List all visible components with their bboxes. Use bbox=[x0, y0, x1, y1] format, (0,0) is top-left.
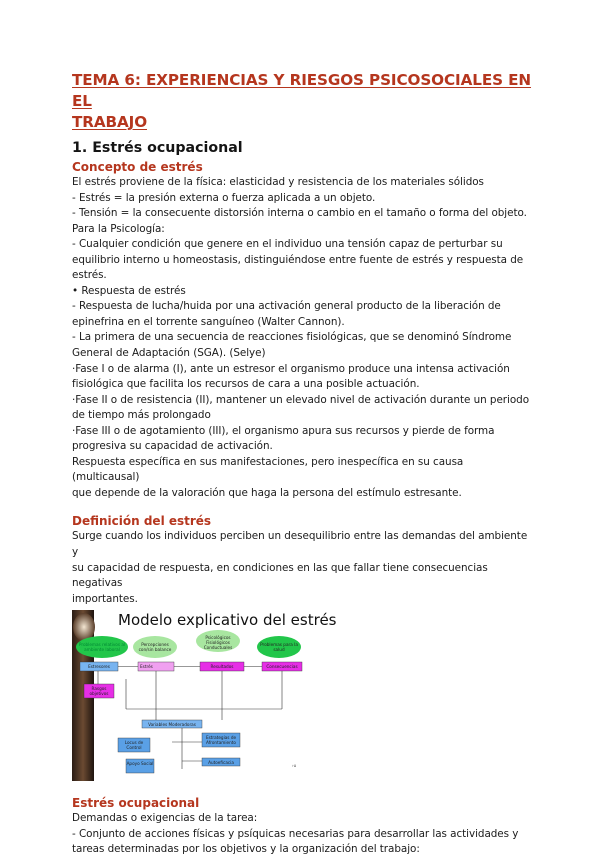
ocupacional-heading: Estrés ocupacional bbox=[72, 796, 200, 811]
diagram-title: Modelo explicativo del estrés bbox=[118, 611, 337, 630]
paragraph-line: - La primera de una secuencia de reacciones fisiológicas, que se denominó Síndrome bbox=[72, 331, 512, 344]
svg-text:›u: ›u bbox=[292, 763, 297, 769]
label-oval3: Psicológicos Fisiológicos Conductuales bbox=[203, 635, 233, 651]
paragraph-line: de tiempo más prolongado bbox=[72, 409, 211, 422]
label-apoyo: Apoyo Social bbox=[126, 761, 154, 767]
label-oval1: Problemas relativos al ambiente laboral bbox=[78, 642, 126, 653]
paragraph-line: - Cualquier condición que genere en el individuo una tensión capaz de perturbar su bbox=[72, 238, 503, 251]
paragraph-line: Respuesta específica en sus manifestaciones, pero inespecífica en su causa (multicausal) bbox=[72, 455, 464, 484]
stress-model-diagram bbox=[72, 609, 337, 781]
label-rasgos: Rasgos objetivos bbox=[89, 686, 109, 697]
paragraph-line: equilibrio interno u homeostasis, distinguiéndose entre fuente de estrés y respuesta de bbox=[72, 253, 524, 266]
label-variables: Variables Moderadoras bbox=[148, 722, 196, 728]
concepto-body bbox=[72, 175, 532, 501]
definicion-heading: Definición del estrés bbox=[72, 514, 212, 529]
label-estresores: Estresores bbox=[88, 664, 110, 670]
paragraph-line: - Respuesta de lucha/huida por una activación general producto de la liberación de bbox=[72, 300, 501, 313]
definicion-body bbox=[72, 529, 532, 607]
label-oval2: Percepciones con/sin balance bbox=[138, 642, 172, 653]
section-heading: 1. Estrés ocupacional bbox=[72, 140, 243, 156]
label-oval4: Problemas para la salud bbox=[260, 642, 298, 653]
label-resultados: Resultados bbox=[210, 664, 234, 670]
paragraph-line: epinefrina en el torrente sanguíneo (Walter Cannon). bbox=[72, 315, 345, 328]
concepto-heading: Concepto de estrés bbox=[72, 160, 203, 174]
document-page bbox=[72, 70, 532, 858]
paragraph-line: fisiológica que facilita los recursos de cara a una posible actuación. bbox=[72, 378, 420, 391]
paragraph-line: estrés. bbox=[72, 269, 107, 282]
paragraph-line: - Tensión = la consecuente distorsión interna o cambio en el tamaño o forma del objeto. bbox=[72, 207, 527, 220]
paragraph-line: General de Adaptación (SGA). (Selye) bbox=[72, 347, 266, 360]
paragraph-line: Demandas o exigencias de la tarea: bbox=[72, 812, 258, 825]
label-consecuencias: Consecuencias bbox=[266, 664, 298, 670]
label-estres: Estrés bbox=[140, 664, 153, 670]
title-line-2: TRABAJO bbox=[72, 113, 148, 131]
label-estrategias: Estrategias de Afrontamiento bbox=[205, 735, 237, 746]
paragraph-line: El estrés proviene de la física: elasticidad y resistencia de los materiales sólidos bbox=[72, 176, 484, 188]
paragraph-line: Surge cuando los individuos perciben un desequilibrio entre las demandas del ambiente y bbox=[72, 530, 528, 559]
paragraph-line: - Conjunto de acciones físicas y psíquicas necesarias para desarrollar las actividades y bbox=[72, 827, 519, 840]
paragraph-line: progresiva su capacidad de activación. bbox=[72, 440, 273, 453]
paragraph-line: que depende de la valoración que haga la persona del estímulo estresante. bbox=[72, 486, 462, 499]
paragraph-line: su capacidad de respuesta, en condiciones en las que fallar tiene consecuencias negativas bbox=[72, 561, 488, 590]
paragraph-line: tareas determinadas por los objetivos y la organización del trabajo: bbox=[72, 843, 420, 856]
paragraph-line: - Estrés = la presión externa o fuerza aplicada a un objeto. bbox=[72, 191, 376, 204]
photo-highlight bbox=[73, 613, 95, 641]
document-title bbox=[72, 70, 532, 133]
title-line-1: TEMA 6: EXPERIENCIAS Y RIESGOS PSICOSOCIALES EN EL bbox=[72, 71, 532, 110]
paragraph-line: Para la Psicología: bbox=[72, 222, 165, 235]
paragraph-line: ·Fase I o de alarma (I), ante un estresor el organismo produce una intensa activación bbox=[72, 362, 510, 375]
ocupacional-body bbox=[72, 811, 532, 858]
paragraph-line: importantes. bbox=[72, 592, 138, 605]
paragraph-line: ·Fase II o de resistencia (II), mantener un elevado nivel de activación durante un periodo bbox=[72, 393, 530, 406]
paragraph-line: ·Fase III o de agotamiento (III), el organismo apura sus recursos y pierde de forma bbox=[72, 424, 495, 437]
label-locus: Locus de Control bbox=[124, 740, 144, 751]
label-autoeficacia: Autoeficacia bbox=[208, 760, 234, 766]
paragraph-line: • Respuesta de estrés bbox=[72, 284, 186, 297]
